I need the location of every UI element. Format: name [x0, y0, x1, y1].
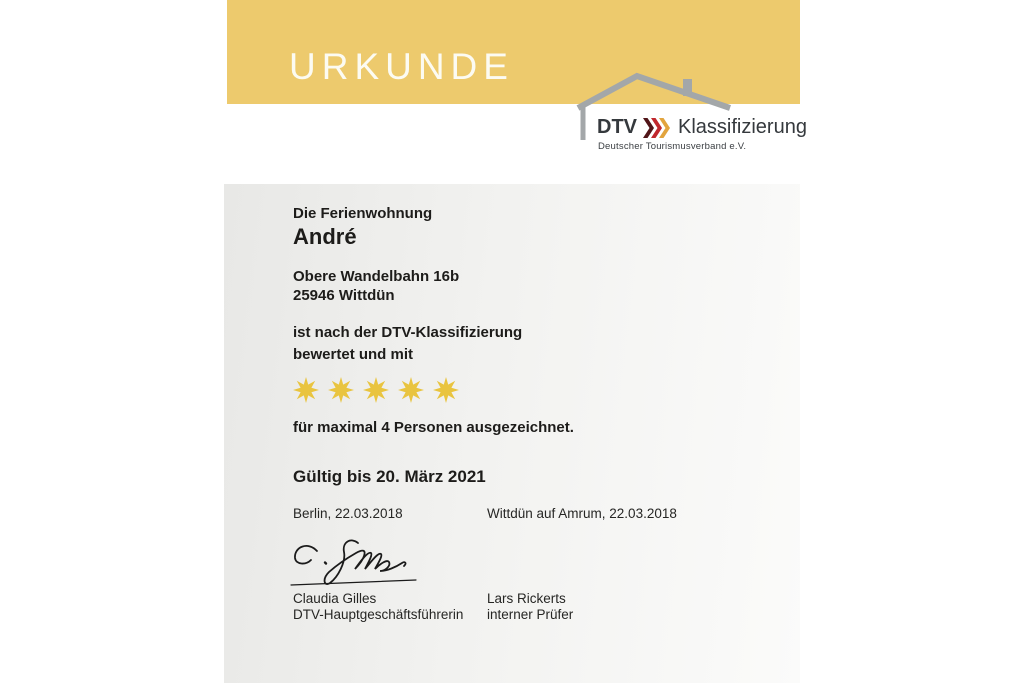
- signer-right-name: Lars Rickerts: [487, 591, 566, 606]
- property-name: André: [293, 224, 357, 249]
- address-line-1: Obere Wandelbahn 16b: [293, 268, 460, 285]
- address-block: [293, 267, 459, 305]
- intro-line: Die Ferienwohnung: [293, 205, 433, 222]
- statement-block: [293, 322, 522, 365]
- signer-left-block: [293, 591, 463, 622]
- signer-left-title: DTV-Hauptgeschäftsführerin: [293, 606, 464, 622]
- dtv-abbreviation: DTV: [597, 116, 637, 138]
- signer-right-block: [487, 591, 573, 622]
- validity-text: Gültig bis 20. März 2021: [293, 467, 486, 486]
- signer-right-title: interner Prüfer: [487, 606, 574, 622]
- address-line-2: 25946 Wittdün: [293, 287, 395, 304]
- place-date-left: Berlin, 22.03.2018: [293, 506, 403, 521]
- chevrons-icon: [643, 118, 672, 138]
- star-icon: [293, 377, 319, 403]
- signer-left-name: Claudia Gilles: [293, 591, 377, 606]
- dtv-logo-subtitle: Deutscher Tourismusverband e.V.: [598, 141, 747, 152]
- place-date-right: Wittdün auf Amrum, 22.03.2018: [487, 506, 677, 521]
- certificate-panel: [224, 184, 800, 683]
- page-title: URKUNDE: [289, 46, 514, 87]
- signature-icon: [286, 536, 436, 588]
- star-icon: [398, 377, 424, 403]
- statement-line-2: bewertet und mit: [293, 345, 414, 363]
- star-icon: [363, 377, 389, 403]
- star-icon: [433, 377, 459, 403]
- star-icon: [328, 377, 354, 403]
- statement-line-1: ist nach der DTV-Klassifizierung: [293, 324, 523, 341]
- award-text: für maximal 4 Personen ausgezeichnet.: [293, 419, 574, 436]
- stars-row: [293, 377, 459, 403]
- dtv-logo: [597, 116, 807, 139]
- dtv-logo-name: Klassifizierung: [678, 116, 807, 138]
